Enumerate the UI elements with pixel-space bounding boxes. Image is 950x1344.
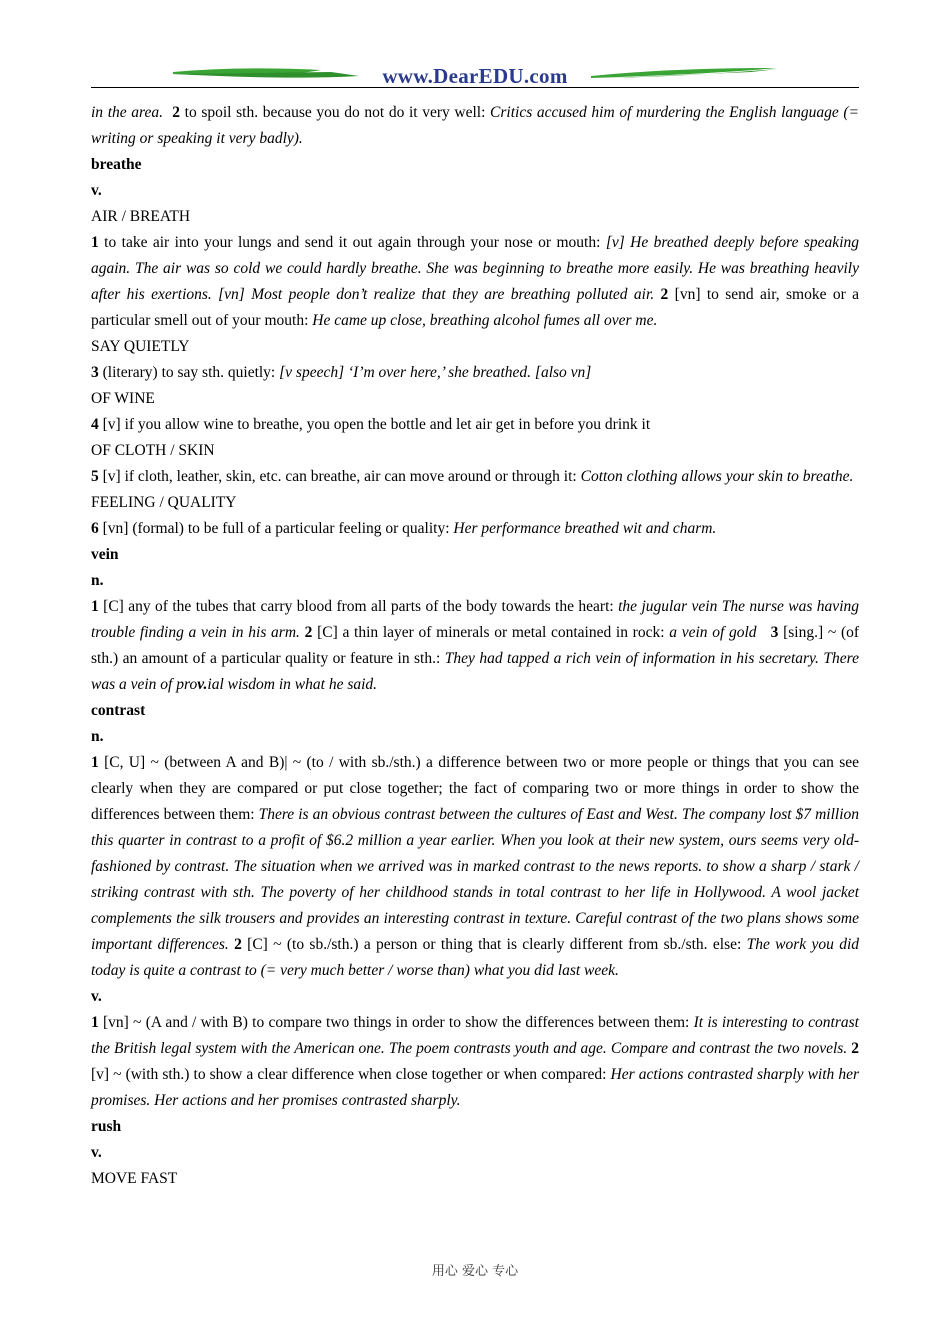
example-text: Cotton clothing allows your skin to breathe.	[580, 468, 854, 485]
definition-text: [C] a thin layer of minerals or metal contained in rock:	[312, 624, 670, 641]
example-text: The work you did today is quite a contrast to (= very much better / worse than) what you did last week.	[91, 936, 860, 979]
header-rule	[91, 87, 859, 88]
example-text: He came up close, breathing alcohol fumes all over me.	[312, 312, 658, 329]
headword-vein: vein	[91, 546, 119, 563]
sense-paragraph	[91, 516, 859, 542]
definition-text: [vn] ~ (A and / with B) to compare two things in order to show the differences between them:	[98, 1014, 694, 1031]
example-text: Her performance breathed wit and charm.	[453, 520, 717, 537]
definition-text: [C] ~ (to sb./sth.) a person or thing that is clearly different from sb./sth. else:	[241, 936, 747, 953]
definition-text: [vn] to send air, smoke or a particular smell out of your mouth:	[91, 286, 860, 329]
sense-number: 1	[91, 754, 99, 771]
sense-number: 1	[91, 1014, 99, 1031]
sense-number: 3	[91, 364, 99, 381]
sense-label: OF WINE	[91, 390, 155, 407]
example-text: ial wisdom in what he said.	[207, 676, 378, 693]
sense-number: 2	[234, 936, 242, 953]
sense-number: 1	[91, 598, 99, 615]
sense-paragraph	[91, 412, 859, 438]
part-of-speech: v.	[91, 1144, 102, 1161]
sense-paragraph	[91, 594, 859, 698]
example-text: There is an obvious contrast between the cultures of East and West. The company lost $7 million this quarter in contrast to a profit of $6.2 million a year earlier. When you look at their new system, ours seems very old-fashioned by contrast. The situation when we arrived was in marked contrast to the news reports. to show a sharp / stark / striking contrast with sth. The poverty of her childhood stands in total contrast to her life in Hollywood. A wool jacket complements the silk trousers and provides an interesting contrast in texture. Careful contrast of the two plans shows some important differences.	[91, 806, 860, 953]
sense-number: 4	[91, 416, 99, 433]
example-text: v.	[197, 676, 208, 693]
sense-number: 2	[660, 286, 669, 303]
sense-number: 2	[851, 1040, 860, 1057]
sense-number: 1	[91, 234, 99, 251]
example-text: [v] He breathed deeply before speaking again. The air was so cold we could hardly breathe. She was beginning to breathe more easily. He was breathing heavily after his exertions. [vn] Most people don’t realize that they are breathing polluted air.	[91, 234, 859, 303]
example-text: a vein of gold	[669, 624, 757, 641]
sense-number: 3	[770, 624, 779, 641]
example-text: It is interesting to contrast the British legal system with the American one. The poem contrasts youth and age. Compare and contrast the two novels.	[91, 1014, 859, 1057]
page-footer: 用心 爱心 专心	[431, 1264, 519, 1279]
sense-label: MOVE FAST	[91, 1170, 178, 1187]
sense-label: FEELING / QUALITY	[91, 494, 237, 511]
sense-label: OF CLOTH / SKIN	[91, 442, 215, 459]
sense-number: 5	[91, 468, 99, 485]
definition-text: [C, U] ~ (between A and B)| ~ (to / with sb./sth.) a difference between two or more people or things that you can see clearly when they are compared or put close together; the fact of comparing two or more things in order to show the differences between them:	[91, 754, 859, 823]
definition-text: [vn] (formal) to be full of a particular feeling or quality:	[98, 520, 454, 537]
definition-text: to take air into your lungs and send it out again through your nose or mouth:	[98, 234, 606, 251]
part-of-speech: n.	[91, 728, 104, 745]
headword-contrast: contrast	[91, 702, 146, 719]
definition-text: [C] any of the tubes that carry blood from all parts of the body towards the heart:	[98, 598, 619, 615]
sense-paragraph	[91, 1010, 859, 1114]
example-text: in the area.	[91, 104, 163, 121]
sense-number: 2	[172, 104, 181, 121]
dictionary-content	[91, 100, 859, 1192]
definition-text: (literary) to say sth. quietly:	[98, 364, 280, 381]
sense-paragraph	[91, 464, 859, 490]
site-logo-text: www.DearEDU.com	[382, 64, 568, 88]
definition-text: [v] if cloth, leather, skin, etc. can breathe, air can move around or through it:	[98, 468, 581, 485]
definition-text: [sing.] ~ (of sth.) an amount of a particular quality or feature in sth.:	[91, 624, 860, 667]
page-header	[91, 62, 859, 90]
sense-paragraph	[91, 230, 859, 334]
sense-number: 2	[304, 624, 313, 641]
part-of-speech: v.	[91, 182, 102, 199]
headword-rush: rush	[91, 1118, 122, 1135]
headword-breathe: breathe	[91, 156, 142, 173]
part-of-speech: v.	[91, 988, 102, 1005]
definition-text: [v] ~ (with sth.) to show a clear difference when close together or when compared:	[91, 1066, 611, 1083]
continuation-paragraph	[91, 100, 859, 152]
sense-label: SAY QUIETLY	[91, 338, 190, 355]
example-text: [v speech] ‘I’m over here,’ she breathed. [also vn]	[279, 364, 592, 381]
definition-text: to spoil sth. because you do not do it very well:	[180, 104, 491, 121]
example-text: Her actions contrasted sharply with her promises. Her actions and her promises contrasted sharply.	[91, 1066, 860, 1109]
sense-paragraph	[91, 750, 859, 984]
definition-text: [v] if you allow wine to breathe, you open the bottle and let air get in before you drink it	[98, 416, 651, 433]
example-text: the jugular vein The nurse was having trouble finding a vein in his arm.	[91, 598, 859, 641]
part-of-speech: n.	[91, 572, 104, 589]
example-text: They had tapped a rich vein of information in his secretary. There was a vein of pro	[91, 650, 859, 693]
sense-paragraph	[91, 360, 859, 386]
example-text: Critics accused him of murdering the English language (= writing or speaking it very badly).	[91, 104, 860, 147]
sense-label: AIR / BREATH	[91, 208, 191, 225]
sense-number: 6	[91, 520, 99, 537]
